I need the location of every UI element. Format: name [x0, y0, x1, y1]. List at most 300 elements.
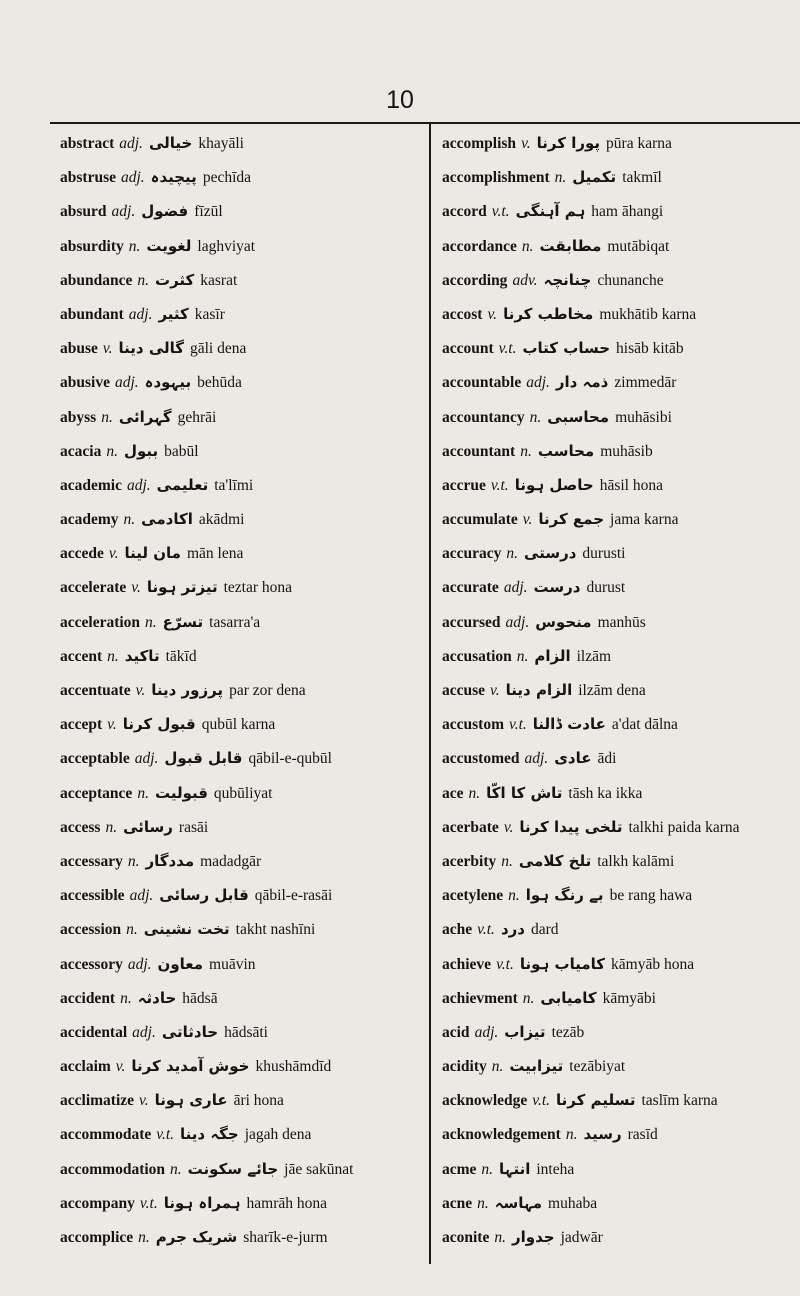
urdu-translation: معاون [157, 954, 204, 973]
headword: aconite [442, 1229, 490, 1246]
transliteration: khayāli [198, 135, 244, 152]
urdu-translation: خوش آمدید کرنا [131, 1057, 250, 1076]
dictionary-entry [442, 912, 800, 946]
urdu-translation: تیزتر ہونا [146, 578, 218, 597]
headword: accomplish [442, 135, 517, 152]
dictionary-entry [60, 912, 422, 946]
dictionary-entry [442, 878, 800, 912]
dictionary-entry [442, 605, 800, 639]
urdu-translation: مددگار [145, 851, 195, 870]
transliteration: ilzām [576, 647, 612, 665]
dictionary-entry [442, 400, 800, 434]
urdu-translation: تلخ کلامی [518, 851, 592, 870]
part-of-speech: n. [501, 852, 513, 870]
urdu-translation: حادثاتی [161, 1022, 219, 1041]
part-of-speech: adj. [128, 305, 153, 323]
part-of-speech: adj. [134, 750, 159, 768]
transliteration: mutābiqat [607, 237, 670, 255]
urdu-translation: حادثہ [137, 988, 177, 1007]
transliteration: a'dat dālna [611, 716, 678, 734]
part-of-speech: v.t. [491, 203, 510, 221]
part-of-speech: n. [494, 1229, 506, 1246]
urdu-translation: محاسب [537, 441, 595, 460]
dictionary-entry [442, 981, 800, 1015]
urdu-translation: قابل قبول [164, 749, 243, 768]
transliteration: hādsāti [224, 1023, 268, 1041]
headword: accessary [60, 852, 123, 870]
transliteration: ta'līmi [214, 476, 254, 494]
part-of-speech: adj. [474, 1023, 499, 1041]
transliteration: khushāmdīd [255, 1058, 332, 1076]
dictionary-entry [442, 639, 800, 673]
header-rule [50, 122, 800, 124]
headword: accessible [60, 887, 125, 905]
urdu-translation: گالی دینا [118, 339, 184, 358]
urdu-translation: انتہا [499, 1159, 531, 1178]
transliteration: chunanche [597, 271, 664, 289]
headword: acacia [60, 442, 102, 460]
transliteration: taslīm karna [641, 1092, 718, 1110]
headword: accomplishment [442, 169, 550, 187]
part-of-speech: n. [520, 442, 532, 460]
part-of-speech: n. [481, 1160, 494, 1178]
part-of-speech: v.t. [496, 955, 514, 973]
dictionary-entry [60, 570, 422, 604]
headword: accent [60, 647, 103, 665]
urdu-translation: کامیاب ہونا [519, 954, 606, 973]
transliteration: durust [586, 579, 626, 597]
part-of-speech: v. [107, 716, 117, 734]
headword: absurdity [60, 237, 124, 255]
dictionary-entry [60, 297, 422, 331]
transliteration: muāvin [209, 955, 256, 973]
part-of-speech: n. [477, 1194, 489, 1212]
transliteration: tezābiyat [569, 1058, 626, 1076]
dictionary-entry [60, 263, 422, 297]
headword: achieve [442, 955, 492, 973]
dictionary-entry [442, 844, 800, 878]
part-of-speech: n. [170, 1160, 182, 1178]
dictionary-entry [60, 1152, 422, 1186]
transliteration: gāli dena [190, 340, 247, 358]
headword: acerbity [442, 852, 497, 870]
headword: access [60, 818, 101, 836]
urdu-translation: تاش کا اکّا [486, 783, 563, 802]
part-of-speech: n. [491, 1058, 504, 1076]
part-of-speech: v.t. [139, 1194, 158, 1212]
dictionary-entry [442, 468, 800, 502]
transliteration: jadwār [560, 1229, 603, 1246]
part-of-speech: v. [522, 511, 533, 529]
urdu-translation: گہرائی [118, 407, 172, 426]
left-column [60, 126, 422, 1254]
part-of-speech: n. [106, 442, 118, 460]
dictionary-entry [60, 434, 422, 468]
urdu-translation: درست [533, 578, 581, 597]
dictionary-entry [60, 1117, 422, 1151]
part-of-speech: n. [127, 852, 140, 870]
headword: accommodation [60, 1160, 166, 1178]
dictionary-entry [60, 810, 422, 844]
part-of-speech: adj. [119, 135, 143, 152]
transliteration: manhūs [597, 613, 646, 631]
part-of-speech: v. [487, 305, 498, 323]
urdu-translation: تسرّع [162, 612, 204, 631]
urdu-translation: الزام دینا [505, 681, 573, 699]
dictionary-entry [442, 536, 800, 570]
headword: accountant [442, 442, 516, 460]
headword: accountable [442, 374, 522, 392]
transliteration: mān lena [186, 545, 244, 563]
urdu-translation: مطابقت [539, 236, 602, 255]
dictionary-entry [442, 947, 800, 981]
part-of-speech: n. [107, 647, 119, 665]
headword: accidental [60, 1023, 128, 1041]
urdu-translation: مہاسہ [494, 1193, 543, 1212]
urdu-translation: کامیابی [540, 988, 597, 1007]
transliteration: hādsā [182, 989, 218, 1007]
dictionary-entry [442, 1015, 800, 1049]
urdu-translation: درد [500, 920, 525, 939]
part-of-speech: n. [554, 169, 567, 187]
transliteration: mukhātib karna [599, 305, 697, 323]
transliteration: pechīda [202, 169, 252, 187]
dictionary-entry [442, 810, 800, 844]
urdu-translation: جائے سکونت [187, 1159, 279, 1178]
part-of-speech: v.t. [498, 340, 517, 358]
headword: acceptance [60, 784, 133, 802]
part-of-speech: adj. [129, 887, 154, 905]
dictionary-entry [442, 1152, 800, 1186]
headword: accompany [60, 1194, 135, 1212]
headword: accumulate [442, 511, 518, 529]
urdu-translation: محاسبی [547, 407, 610, 426]
headword: acne [442, 1194, 473, 1212]
headword: ache [442, 921, 473, 939]
transliteration: talkhi paida karna [628, 818, 740, 836]
urdu-translation: مخاطب کرنا [503, 304, 594, 323]
transliteration: muhāsibi [615, 408, 672, 426]
transliteration: akādmi [198, 511, 245, 529]
urdu-translation: اکادمی [141, 510, 193, 529]
urdu-translation: مان لینا [124, 544, 181, 563]
part-of-speech: v. [102, 340, 113, 358]
headword: accountancy [442, 408, 525, 426]
transliteration: jama karna [610, 511, 679, 529]
transliteration: hisāb kitāb [616, 340, 684, 358]
part-of-speech: n. [137, 784, 149, 802]
dictionary-entry [442, 365, 800, 399]
part-of-speech: n. [128, 237, 141, 255]
headword: accuse [442, 682, 486, 699]
transliteration: āri hona [233, 1092, 284, 1110]
column-divider [429, 124, 431, 1264]
transliteration: muhāsib [600, 442, 653, 460]
transliteration: tākīd [165, 647, 197, 665]
transliteration: durusti [582, 545, 626, 563]
urdu-translation: بیہودہ [144, 373, 192, 392]
dictionary-entry [60, 776, 422, 810]
part-of-speech: n. [565, 1126, 578, 1144]
transliteration: hāsil hona [599, 476, 663, 494]
headword: acknowledge [442, 1092, 528, 1110]
headword: accuracy [442, 545, 502, 563]
part-of-speech: adj. [114, 374, 139, 392]
headword: accomplice [60, 1229, 134, 1246]
transliteration: ilzām dena [578, 682, 646, 699]
dictionary-entry [60, 194, 422, 228]
urdu-translation: چنانچہ [543, 270, 592, 289]
part-of-speech: v. [490, 682, 500, 699]
part-of-speech: n. [516, 647, 529, 665]
page-number: 10 [386, 86, 414, 114]
headword: abuse [60, 340, 98, 358]
urdu-translation: ہم آہنگی [515, 202, 586, 221]
headword: accustom [442, 716, 504, 734]
part-of-speech: n. [145, 613, 157, 631]
dictionary-entry [60, 126, 422, 160]
part-of-speech: adj. [126, 476, 151, 494]
dictionary-entry [442, 1049, 800, 1083]
part-of-speech: adj. [505, 613, 530, 631]
urdu-translation: قبول کرنا [122, 715, 196, 734]
transliteration: qubūl karna [201, 716, 276, 734]
dictionary-entry [60, 1220, 422, 1254]
part-of-speech: v. [108, 545, 119, 563]
urdu-translation: ہمراہ ہونا [163, 1193, 241, 1212]
part-of-speech: n. [138, 1229, 150, 1246]
part-of-speech: v. [115, 1058, 126, 1076]
dictionary-entry [442, 263, 800, 297]
dictionary-entry [442, 297, 800, 331]
transliteration: talkh kalāmi [597, 852, 675, 870]
urdu-translation: عادی [554, 749, 592, 768]
dictionary-entry [442, 707, 800, 741]
transliteration: sharīk-e-jurm [243, 1229, 328, 1246]
transliteration: kasīr [194, 305, 225, 323]
urdu-translation: منحوس [535, 612, 592, 631]
headword: acid [442, 1023, 470, 1041]
dictionary-entry [442, 1220, 800, 1254]
urdu-translation: خیالی [148, 134, 193, 152]
part-of-speech: adj. [503, 579, 528, 597]
transliteration: kāmyābi [602, 989, 656, 1007]
transliteration: jāe sakūnat [284, 1160, 354, 1178]
transliteration: tasarra'a [209, 613, 261, 631]
headword: accost [442, 305, 483, 323]
part-of-speech: v. [135, 682, 146, 699]
dictionary-entry [442, 160, 800, 194]
part-of-speech: v. [521, 135, 531, 152]
transliteration: qābil-e-rasāi [254, 887, 333, 905]
transliteration: kāmyāb hona [611, 955, 695, 973]
transliteration: ādi [597, 750, 617, 768]
urdu-translation: کثرت [155, 270, 195, 289]
dictionary-entry [442, 434, 800, 468]
headword: accelerate [60, 579, 127, 597]
part-of-speech: n. [468, 784, 481, 802]
urdu-translation: جدوار [511, 1228, 555, 1246]
urdu-translation: درستی [524, 544, 577, 563]
part-of-speech: n. [123, 511, 136, 529]
headword: accept [60, 716, 103, 734]
part-of-speech: n. [137, 271, 149, 289]
dictionary-entry [60, 1049, 422, 1083]
part-of-speech: n. [522, 989, 535, 1007]
part-of-speech: v.t. [490, 476, 509, 494]
headword: abundant [60, 305, 124, 323]
part-of-speech: n. [126, 921, 138, 939]
part-of-speech: v. [131, 579, 141, 597]
headword: acetylene [442, 887, 504, 905]
headword: acerbate [442, 818, 499, 836]
urdu-translation: تسلیم کرنا [556, 1091, 636, 1110]
dictionary-entry [60, 502, 422, 536]
dictionary-entry [60, 707, 422, 741]
transliteration: teztar hona [223, 579, 293, 597]
headword: acceleration [60, 613, 141, 631]
part-of-speech: n. [529, 408, 542, 426]
urdu-translation: الزام [534, 646, 571, 665]
urdu-translation: حاصل ہونا [514, 475, 594, 494]
transliteration: jagah dena [244, 1126, 312, 1144]
headword: accessory [60, 955, 123, 973]
dictionary-entry [60, 1015, 422, 1049]
dictionary-entry [442, 229, 800, 263]
dictionary-entry [60, 981, 422, 1015]
dictionary-entry [60, 1083, 422, 1117]
urdu-translation: عاری ہونا [154, 1091, 228, 1110]
headword: abundance [60, 271, 133, 289]
headword: ace [442, 784, 464, 802]
headword: acidity [442, 1058, 487, 1076]
headword: accede [60, 545, 104, 563]
urdu-translation: تیزاب [504, 1022, 546, 1041]
dictionary-entry [60, 639, 422, 673]
headword: abstruse [60, 169, 116, 187]
dictionary-entry [60, 1186, 422, 1220]
part-of-speech: n. [101, 408, 113, 426]
headword: accordance [442, 237, 517, 255]
transliteration: takmīl [622, 169, 662, 187]
part-of-speech: adj. [524, 750, 549, 768]
headword: abstract [60, 135, 115, 152]
urdu-translation: جگہ دینا [180, 1125, 239, 1144]
transliteration: takht nashīni [235, 921, 316, 939]
headword: accursed [442, 613, 501, 631]
part-of-speech: adj. [127, 955, 152, 973]
dictionary-entry [442, 1186, 800, 1220]
headword: abusive [60, 374, 110, 392]
part-of-speech: n. [506, 545, 519, 563]
dictionary-entry [442, 126, 800, 160]
dictionary-entry [60, 400, 422, 434]
urdu-translation: پرزور دینا [151, 681, 224, 699]
right-column [442, 126, 800, 1254]
transliteration: laghviyat [197, 237, 256, 255]
dictionary-entry [60, 229, 422, 263]
headword: acclimatize [60, 1092, 135, 1110]
urdu-translation: تاکید [124, 646, 160, 665]
transliteration: rasīd [627, 1126, 658, 1144]
headword: accord [442, 203, 487, 221]
part-of-speech: adj. [120, 169, 145, 187]
part-of-speech: v.t. [477, 921, 495, 939]
urdu-translation: حساب کتاب [522, 339, 611, 358]
dictionary-entry [60, 844, 422, 878]
part-of-speech: v.t. [156, 1126, 175, 1144]
headword: acclaim [60, 1058, 111, 1076]
urdu-translation: قابل رسائی [159, 886, 249, 905]
urdu-translation: تکمیل [572, 168, 617, 187]
dictionary-entry [60, 878, 422, 912]
transliteration: inteha [536, 1160, 575, 1178]
urdu-translation: کثیر [158, 304, 189, 323]
part-of-speech: v.t. [532, 1092, 551, 1110]
urdu-translation: پیچیدہ [150, 168, 197, 187]
dictionary-entry [60, 673, 422, 707]
urdu-translation: تعلیمی [156, 475, 209, 494]
transliteration: qubūliyat [213, 784, 273, 802]
dictionary-entry [442, 194, 800, 228]
transliteration: be rang hawa [609, 887, 693, 905]
dictionary-entry [442, 776, 800, 810]
transliteration: qābil-e-qubūl [248, 750, 332, 768]
dictionary-entry [60, 536, 422, 570]
dictionary-entry [60, 947, 422, 981]
urdu-translation: ذمہ دار [555, 373, 609, 392]
transliteration: pūra karna [606, 135, 672, 152]
headword: abyss [60, 408, 97, 426]
urdu-translation: لغویت [146, 236, 192, 255]
urdu-translation: رسائی [123, 817, 173, 836]
transliteration: behūda [197, 374, 242, 392]
dictionary-entry [442, 502, 800, 536]
headword: accident [60, 989, 116, 1007]
part-of-speech: n. [120, 989, 132, 1007]
transliteration: tāsh ka ikka [568, 784, 643, 802]
headword: accrue [442, 476, 486, 494]
headword: acceptable [60, 750, 130, 768]
transliteration: rasāi [178, 818, 209, 836]
headword: accurate [442, 579, 499, 597]
part-of-speech: adv. [512, 271, 538, 289]
urdu-translation: تیزابیت [509, 1057, 564, 1076]
dictionary-entry [60, 331, 422, 365]
headword: acknowledgement [442, 1126, 561, 1144]
urdu-translation: قبولیت [154, 783, 208, 802]
urdu-translation: جمع کرنا [538, 510, 605, 529]
part-of-speech: adj. [111, 203, 136, 221]
transliteration: tezāb [551, 1023, 585, 1041]
transliteration: hamrāh hona [246, 1194, 327, 1212]
dictionary-entry [60, 365, 422, 399]
dictionary-entry [442, 741, 800, 775]
dictionary-entry [442, 331, 800, 365]
part-of-speech: n. [508, 887, 520, 905]
transliteration: madadgār [200, 852, 262, 870]
part-of-speech: v. [139, 1092, 149, 1110]
headword: achievment [442, 989, 518, 1007]
urdu-translation: رسید [583, 1125, 622, 1144]
headword: accustomed [442, 750, 520, 768]
transliteration: muhaba [548, 1194, 598, 1212]
urdu-translation: پورا کرنا [536, 134, 601, 152]
transliteration: fīzūl [194, 203, 223, 221]
headword: accommodate [60, 1126, 152, 1144]
transliteration: kasrat [200, 271, 238, 289]
part-of-speech: n. [105, 818, 118, 836]
